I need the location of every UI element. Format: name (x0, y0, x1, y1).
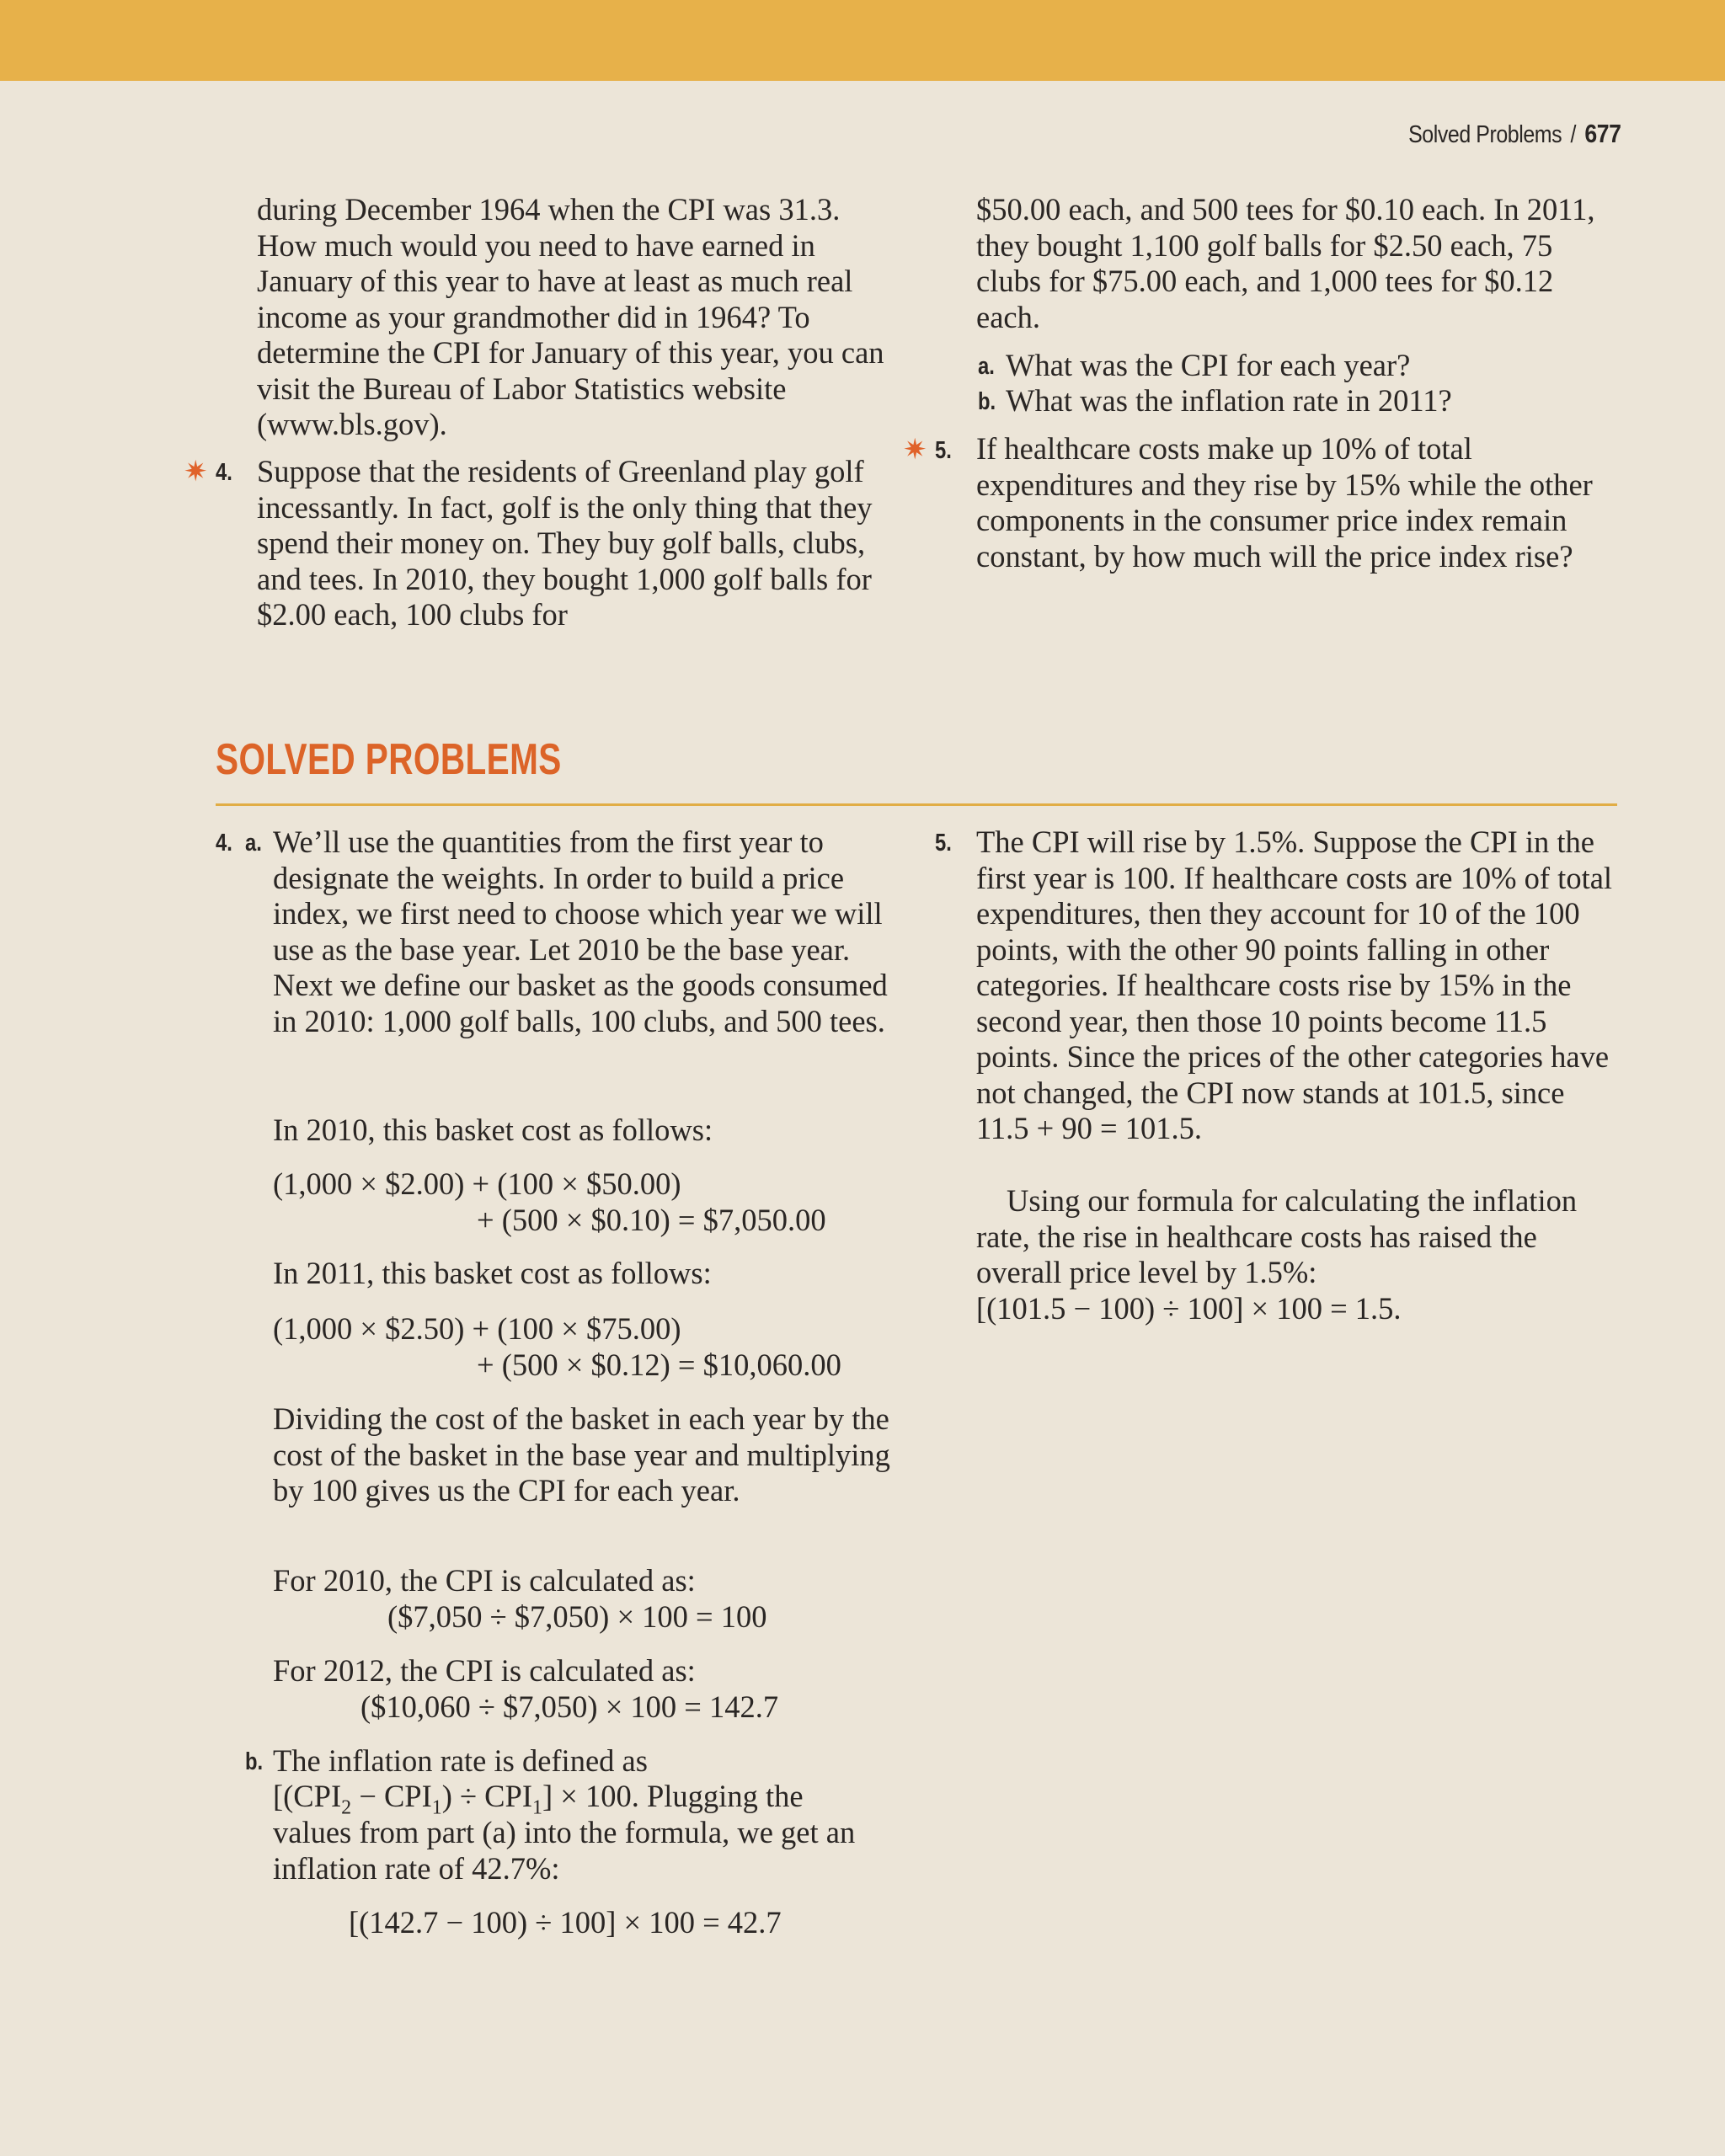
problem-4b-label: b. (978, 388, 996, 415)
solved-4a-dividing: Dividing the cost of the basket in each year by the cost of the basket in the base year and multiplying by 100 gives us the CPI for each year. (273, 1401, 890, 1508)
problem-4-star-icon: ✷ (184, 455, 208, 488)
solved-4a-2010-eq2: + (500 × $0.10) = $7,050.00 (477, 1203, 826, 1237)
page-number: 677 (1584, 119, 1621, 148)
formula-subscript: 1 (532, 1796, 542, 1819)
solved-4a-2010-intro: In 2010, this basket cost as follows: (273, 1113, 713, 1147)
solved-4a-cpi2010-intro: For 2010, the CPI is calculated as: (273, 1563, 696, 1598)
solved-5-label: 5. (935, 830, 952, 857)
solved-4b-rest: values from part (a) into the formula, we get an inflation rate of 42.7%: (273, 1815, 856, 1886)
running-separator: / (1570, 121, 1577, 148)
solved-5-eq: [(101.5 − 100) ÷ 100] × 100 = 1.5. (976, 1291, 1402, 1326)
problem-4a-label: a. (978, 353, 995, 380)
formula-part: ) ÷ CPI (441, 1779, 532, 1813)
solved-4b-formula-line (273, 1779, 913, 1819)
formula-subscript: 2 (341, 1796, 352, 1819)
solved-5-text: The CPI will rise by 1.5%. Suppose the CPI in the first year is 100. If healthcare costs are 10% of total expenditures, then they account for 10 of the 100 points, with the other 90 points falling in other categories. If healthcare costs rise by 15% in the second year, then those 10 points become 11.5 points. Since the prices of the other categories have not changed, the CPI now stands at 101.5, since 11.5 + 90 = 101.5. (976, 825, 1613, 1145)
running-title: Solved Problems (1408, 121, 1562, 148)
solved-4a-2011-intro: In 2011, this basket cost as follows: (273, 1256, 712, 1290)
formula-subscript: 1 (431, 1796, 442, 1819)
solved-4a-label: a. (245, 830, 262, 857)
problem-4-label: 4. (216, 459, 232, 486)
formula-part: ] × 100. Plugging the (542, 1779, 804, 1813)
running-head (1409, 119, 1621, 149)
solved-5-text2: Using our formula for calculating the inflation rate, the rise in healthcare costs has raised the overall price level by 1.5%: (976, 1183, 1578, 1289)
solved-4a-cpi2012-intro: For 2012, the CPI is calculated as: (273, 1653, 696, 1688)
solved-4a-cpi2012-eq: ($10,060 ÷ $7,050) × 100 = 142.7 (360, 1689, 779, 1724)
problem-4-text: Suppose that the residents of Greenland play golf incessantly. In fact, golf is the only thing that they spend their money on. They buy golf balls, clubs, and tees. In 2010, they bought 1,000 golf balls for $2.00 each, 100 clubs for (257, 454, 873, 632)
solved-4b-line1: The inflation rate is defined as (273, 1743, 648, 1778)
formula-part: [(CPI (273, 1779, 342, 1813)
problem-5-text: If healthcare costs make up 10% of total expenditures and they rise by 15% while the other components in the consumer price index remain constant, by how much will the price index rise? (976, 431, 1593, 574)
solved-4a-intro: We’ll use the quantities from the first year to designate the weights. In order to build a price index, we first need to choose which year we will use as the base year. Let 2010 be the base year. Next we define our basket as the goods consumed in 2010: 1,000 golf balls, 100 clubs, and 500 tees. (273, 825, 888, 1038)
solved-4a-2010-eq1: (1,000 × $2.00) + (100 × $50.00) (273, 1166, 681, 1201)
problem-4a-text: What was the CPI for each year? (1006, 348, 1411, 382)
top-color-band (0, 0, 1725, 81)
solved-4a-2011-eq1: (1,000 × $2.50) + (100 × $75.00) (273, 1311, 681, 1346)
section-title: SOLVED PROBLEMS (216, 735, 562, 784)
problem-3-continuation: during December 1964 when the CPI was 31.3. How much would you need to have earned in January of this year to have at least as much real income as your grandmother did in 1964? To determine the CPI for January of this year, you can visit the Bureau of Labor Statistics website (www.bls.gov). (257, 192, 884, 441)
solved-4b-label: b. (245, 1748, 264, 1775)
problem-5-label: 5. (935, 437, 952, 464)
section-rule (216, 803, 1617, 806)
problem-4b-text: What was the inflation rate in 2011? (1006, 383, 1452, 418)
solved-4a-cpi2010-eq: ($7,050 ÷ $7,050) × 100 = 100 (387, 1599, 767, 1634)
solved-4a-2011-eq2: + (500 × $0.12) = $10,060.00 (477, 1348, 841, 1382)
solved-4-label: 4. (216, 830, 232, 857)
solved-4b-eq: [(142.7 − 100) ÷ 100] × 100 = 42.7 (349, 1905, 782, 1940)
problem-4-text-continued: $50.00 each, and 500 tees for $0.10 each. In 2011, they bought 1,100 golf balls for $2.50 each, 75 clubs for $75.00 each, and 1,000 tees for $0.12 each. (976, 192, 1595, 334)
problem-5-star-icon: ✷ (903, 433, 927, 467)
formula-part: − CPI (351, 1779, 432, 1813)
